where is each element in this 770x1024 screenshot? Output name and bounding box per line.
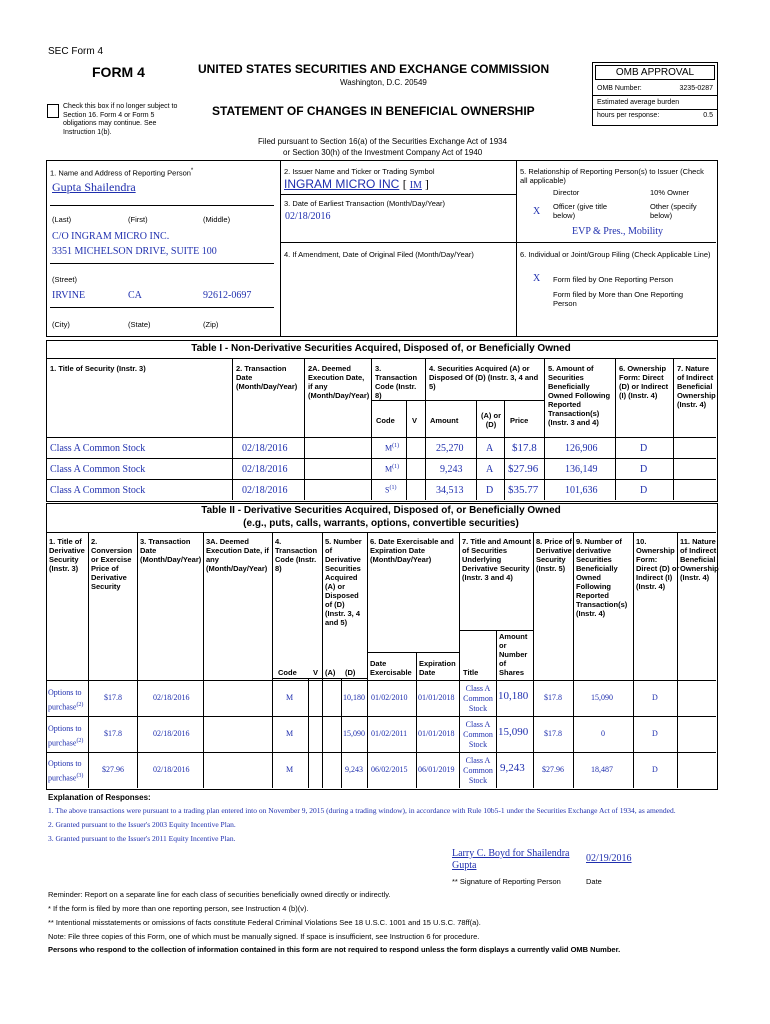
t2-code: Code	[278, 668, 297, 677]
t2-r2-ex: 06/02/2015	[371, 765, 408, 774]
t1-h1: 1. Title of Security (Instr. 3)	[50, 364, 146, 373]
t1-r0-date: 02/18/2016	[242, 443, 288, 454]
address-line1: C/O INGRAM MICRO INC.	[52, 231, 170, 242]
box1-label: 1. Name and Address of Reporting Person*	[50, 168, 194, 178]
t1-amount: Amount	[430, 416, 459, 425]
t2-title: Title	[463, 668, 479, 677]
one-person-label: Form filed by One Reporting Person	[553, 275, 674, 284]
other-label: Other (specify below)	[650, 202, 697, 220]
t2-r1-conv: $17.8	[104, 729, 122, 738]
t2-r1-form: D	[652, 729, 658, 738]
t2-h7: 7. Title and Amount of Securities Underlying Derivative Security (Instr. 3 and 4)	[462, 537, 532, 582]
t1-h5: 5. Amount of Securities Beneficially Owned Following Reported Transaction(s) (Instr. 3 and 4)	[548, 364, 611, 427]
t2-r2-d: 9,243	[345, 765, 363, 774]
t2-r1-title: Options to purchase$^{(2)}$	[48, 724, 84, 748]
explanation-3: 3. Granted pursuant to the Issuer's 2011 Equity Incentive Plan.	[48, 834, 236, 843]
t2-r0-shares: 10,180	[498, 690, 529, 702]
explanation-2: 2. Granted pursuant to the Issuer's 2003 Equity Incentive Plan.	[48, 820, 236, 829]
t1-r1-form: D	[640, 464, 648, 475]
t1-r2-price: $35.77	[508, 484, 539, 496]
t2-r0-utitle: Class A Common Stock	[463, 684, 493, 713]
t2-r0-d: 10,180	[343, 693, 365, 702]
omb-number-label: OMB Number:	[597, 85, 642, 92]
t2-r2-shares: 9,243	[500, 762, 525, 774]
t1-r1-ad: A	[486, 464, 494, 475]
more-person-label: Form filed by More than One Reporting Person	[553, 290, 684, 308]
t2-r0-ex: 01/02/2010	[371, 693, 408, 702]
t1-r0-price: $17.8	[512, 442, 537, 454]
t1-r0-owned: 126,906	[565, 443, 598, 454]
issuer-ticker: IM	[409, 180, 422, 191]
t2-r1-exp: 01/01/2018	[418, 729, 455, 738]
box3-label: 3. Date of Earliest Transaction (Month/Day/Year)	[284, 199, 446, 208]
t2-r2-form: D	[652, 765, 658, 774]
t2-r0-code: M	[286, 693, 294, 702]
first-label: (First)	[128, 215, 148, 224]
t2-r0-title: Options to purchase$^{(2)}$	[48, 688, 84, 712]
filed-pursuant-line2: or Section 30(h) of the Investment Company Act of 1940	[283, 148, 483, 157]
t1-h2: 2. Transaction Date (Month/Day/Year)	[236, 364, 298, 391]
commission-location: Washington, D.C. 20549	[340, 78, 427, 87]
footer-misstatements: ** Intentional misstatements or omissions of facts constitute Federal Criminal Violations See 18 U.S.C. 1001 and 15 U.S.C. 78ff(a).	[48, 918, 481, 927]
omb-burden-label: Estimated average burden	[597, 99, 680, 106]
t1-r1-amount: 9,243	[440, 464, 463, 475]
t2-h6: 6. Date Exercisable and Expiration Date (Month/Day/Year)	[370, 537, 454, 564]
t2-r0-conv: $17.8	[104, 693, 122, 702]
issuer-line: INGRAM MICRO INC [ IM ]	[284, 177, 429, 191]
omb-approval-box	[592, 62, 718, 126]
t1-h4: 4. Securities Acquired (A) or Disposed Of (D) (Instr. 3, 4 and 5)	[429, 364, 539, 391]
t2-r1-utitle: Class A Common Stock	[463, 720, 493, 749]
t2-h4: 4. Transaction Code (Instr. 8)	[275, 537, 318, 573]
t1-r2-amount: 34,513	[436, 485, 464, 496]
checkbox-instruction: Check this box if no longer subject to Section 16. Form 4 or Form 5 obligations may continue. See Instruction 1(b).	[63, 103, 178, 136]
director-label: Director	[553, 188, 580, 197]
t1-r1-price: $27.96	[508, 463, 539, 475]
t2-r2-utitle: Class A Common Stock	[463, 756, 493, 785]
t2-r2-date: 02/18/2016	[153, 765, 190, 774]
t2-r1-owned: 0	[601, 729, 605, 738]
earliest-transaction-date: 02/18/2016	[285, 211, 331, 222]
t1-r1-title: Class A Common Stock	[50, 464, 146, 475]
footer-copies-note: Note: File three copies of this Form, one of which must be manually signed. If space is insufficient, see Instruction 6 for procedure.	[48, 932, 480, 941]
t2-v: V	[313, 668, 319, 677]
t1-v: V	[412, 416, 418, 425]
issuer-name: INGRAM MICRO INC	[284, 177, 400, 191]
t1-price: Price	[510, 416, 529, 425]
footer-omb-note: Persons who respond to the collection of information contained in this form are not required to respond unless the form displays a currently valid OMB Number.	[48, 945, 621, 954]
t2-r2-code: M	[286, 765, 294, 774]
table1-title: Table I - Non-Derivative Securities Acquired, Disposed of, or Beneficially Owned	[191, 343, 571, 354]
box5-label: 5. Relationship of Reporting Person(s) to Issuer (Check all applicable)	[520, 167, 704, 185]
box4-label: 4. If Amendment, Date of Original Filed (Month/Day/Year)	[284, 250, 474, 259]
t1-h2a: 2A. Deemed Execution Date, if any (Month/Day/Year)	[308, 364, 370, 400]
t2-h5: 5. Number of Derivative Securities Acquired (A) or Disposed of (D) (Instr. 3, 4 and 5)	[325, 537, 362, 627]
t2-h1: 1. Title of Derivative Security (Instr. 3)	[49, 537, 85, 573]
t1-r2-owned: 101,636	[565, 485, 598, 496]
commission-title: UNITED STATES SECURITIES AND EXCHANGE COMMISSION	[198, 62, 550, 76]
officer-label: Officer (give title below)	[553, 202, 608, 220]
t2-r2-conv: $27.96	[102, 765, 124, 774]
no-longer-subject-checkbox[interactable]	[47, 104, 59, 118]
t1-r2-form: D	[640, 485, 648, 496]
t1-aord: (A) or (D)	[481, 411, 501, 429]
t1-r0-code: $M^{(1)}$	[385, 443, 400, 453]
statement-title: STATEMENT OF CHANGES IN BENEFICIAL OWNERSHIP	[212, 104, 535, 118]
t1-r2-date: 02/18/2016	[242, 485, 288, 496]
signature-date: 02/19/2016	[586, 853, 632, 864]
explanation-1: 1. The above transactions were pursuant to a trading plan entered into on November 9, 2015 (during a trading window), in accordance with Rule 10b5-1 under the Securities Exchange Act of 1934, as amended.	[48, 806, 676, 815]
explanation-title: Explanation of Responses:	[48, 793, 151, 802]
signature-label: ** Signature of Reporting Person	[452, 877, 561, 886]
t2-r0-price: $17.8	[544, 693, 562, 702]
t1-r1-code: $M^{(1)}$	[385, 464, 400, 474]
t2-r1-code: M	[286, 729, 294, 738]
t2-r1-ex: 01/02/2011	[371, 729, 408, 738]
t1-r0-form: D	[640, 443, 648, 454]
t1-h3: 3. Transaction Code (Instr. 8)	[375, 364, 418, 400]
t2-r0-date: 02/18/2016	[153, 693, 190, 702]
table2-title2: (e.g., puts, calls, warrants, options, convertible securities)	[243, 518, 519, 529]
city-label: (City)	[52, 320, 70, 329]
t1-r0-amount: 25,270	[436, 443, 464, 454]
omb-hours-label: hours per response:	[597, 112, 660, 119]
t1-code: Code	[376, 416, 395, 425]
t2-r0-form: D	[652, 693, 658, 702]
t1-r1-date: 02/18/2016	[242, 464, 288, 475]
address-line2: 3351 MICHELSON DRIVE, SUITE 100	[52, 246, 217, 257]
sec-form-label: SEC Form 4	[48, 46, 104, 57]
t2-amt-shares: Amount or Number of Shares	[499, 632, 528, 677]
city-value: IRVINE	[52, 290, 86, 301]
t2-h8: 8. Price of Derivative Security (Instr. 5)	[536, 537, 572, 573]
omb-title: OMB APPROVAL	[595, 65, 715, 80]
footer-multiple-persons: * If the form is filed by more than one reporting person, see Instruction 4 (b)(v).	[48, 904, 309, 913]
t2-exp: Expiration Date	[419, 659, 456, 677]
t1-r2-code: $S^{(1)}$	[385, 485, 397, 495]
t2-r2-price: $27.96	[542, 765, 564, 774]
t1-r0-ad: A	[486, 443, 494, 454]
t2-r1-shares: 15,090	[498, 726, 529, 738]
t1-r2-title: Class A Common Stock	[50, 485, 146, 496]
t2-r1-price: $17.8	[544, 729, 562, 738]
t2-d: (D)	[345, 668, 356, 677]
t2-r0-owned: 15,090	[591, 693, 613, 702]
t2-h9: 9. Number of derivative Securities Beneficially Owned Following Reported Transaction(s) (Instr. 4)	[576, 537, 628, 618]
box6-label: 6. Individual or Joint/Group Filing (Check Applicable Line)	[520, 250, 711, 259]
filed-pursuant-line1: Filed pursuant to Section 16(a) of the Securities Exchange Act of 1934	[258, 137, 508, 146]
t2-h10: 10. Ownership Form: Direct (D) or Indirect (I) (Instr. 4)	[636, 537, 680, 591]
zip-value: 92612-0697	[203, 290, 252, 301]
t2-a: (A)	[325, 668, 336, 677]
t2-h11: 11. Nature of Indirect Beneficial Ownership (Instr. 4)	[680, 537, 719, 582]
one-person-checkmark: X	[533, 273, 541, 284]
zip-label: (Zip)	[203, 320, 219, 329]
table2-title1: Table II - Derivative Securities Acquired, Disposed of, or Beneficially Owned	[201, 505, 561, 516]
t2-r1-d: 15,090	[343, 729, 365, 738]
form-title: FORM 4	[92, 64, 145, 80]
t1-h6: 6. Ownership Form: Direct (D) or Indirect (I) (Instr. 4)	[619, 364, 669, 400]
omb-hours: 0.5	[703, 112, 713, 119]
t1-r0-title: Class A Common Stock	[50, 443, 146, 454]
ten-pct-owner-label: 10% Owner	[650, 188, 690, 197]
t1-h7: 7. Nature of Indirect Beneficial Ownership (Instr. 4)	[677, 364, 716, 409]
box2-label: 2. Issuer Name and Ticker or Trading Symbol	[284, 167, 435, 176]
state-label: (State)	[128, 320, 151, 329]
t2-r0-exp: 01/01/2018	[418, 693, 455, 702]
footer-reminder: Reminder: Report on a separate line for each class of securities beneficially owned directly or indirectly.	[48, 890, 391, 899]
t2-r2-exp: 06/01/2019	[418, 765, 455, 774]
officer-title: EVP & Pres., Mobility	[572, 226, 664, 237]
officer-checkmark: X	[533, 206, 541, 217]
signature-name: Larry C. Boyd for Shailendra Gupta	[452, 848, 570, 871]
middle-label: (Middle)	[203, 215, 231, 224]
t1-r1-owned: 136,149	[565, 464, 598, 475]
t2-h3a: 3A. Deemed Execution Date, if any (Month/Day/Year)	[206, 537, 269, 573]
last-label: (Last)	[52, 215, 72, 224]
t2-r1-date: 02/18/2016	[153, 729, 190, 738]
street-label: (Street)	[52, 275, 78, 284]
date-label: Date	[586, 877, 602, 886]
omb-number: 3235-0287	[679, 85, 713, 92]
t2-date-ex: Date Exercisable	[370, 659, 412, 677]
t2-r2-title: Options to purchase$^{(3)}$	[48, 759, 84, 783]
reporting-person-name: Gupta Shailendra	[52, 180, 136, 194]
t2-h3: 3. Transaction Date (Month/Day/Year)	[140, 537, 202, 564]
t2-r2-owned: 18,487	[591, 765, 613, 774]
state-value: CA	[128, 290, 142, 301]
t1-r2-ad: D	[486, 485, 494, 496]
t2-h2: 2. Conversion or Exercise Price of Derivative Security	[91, 537, 133, 591]
